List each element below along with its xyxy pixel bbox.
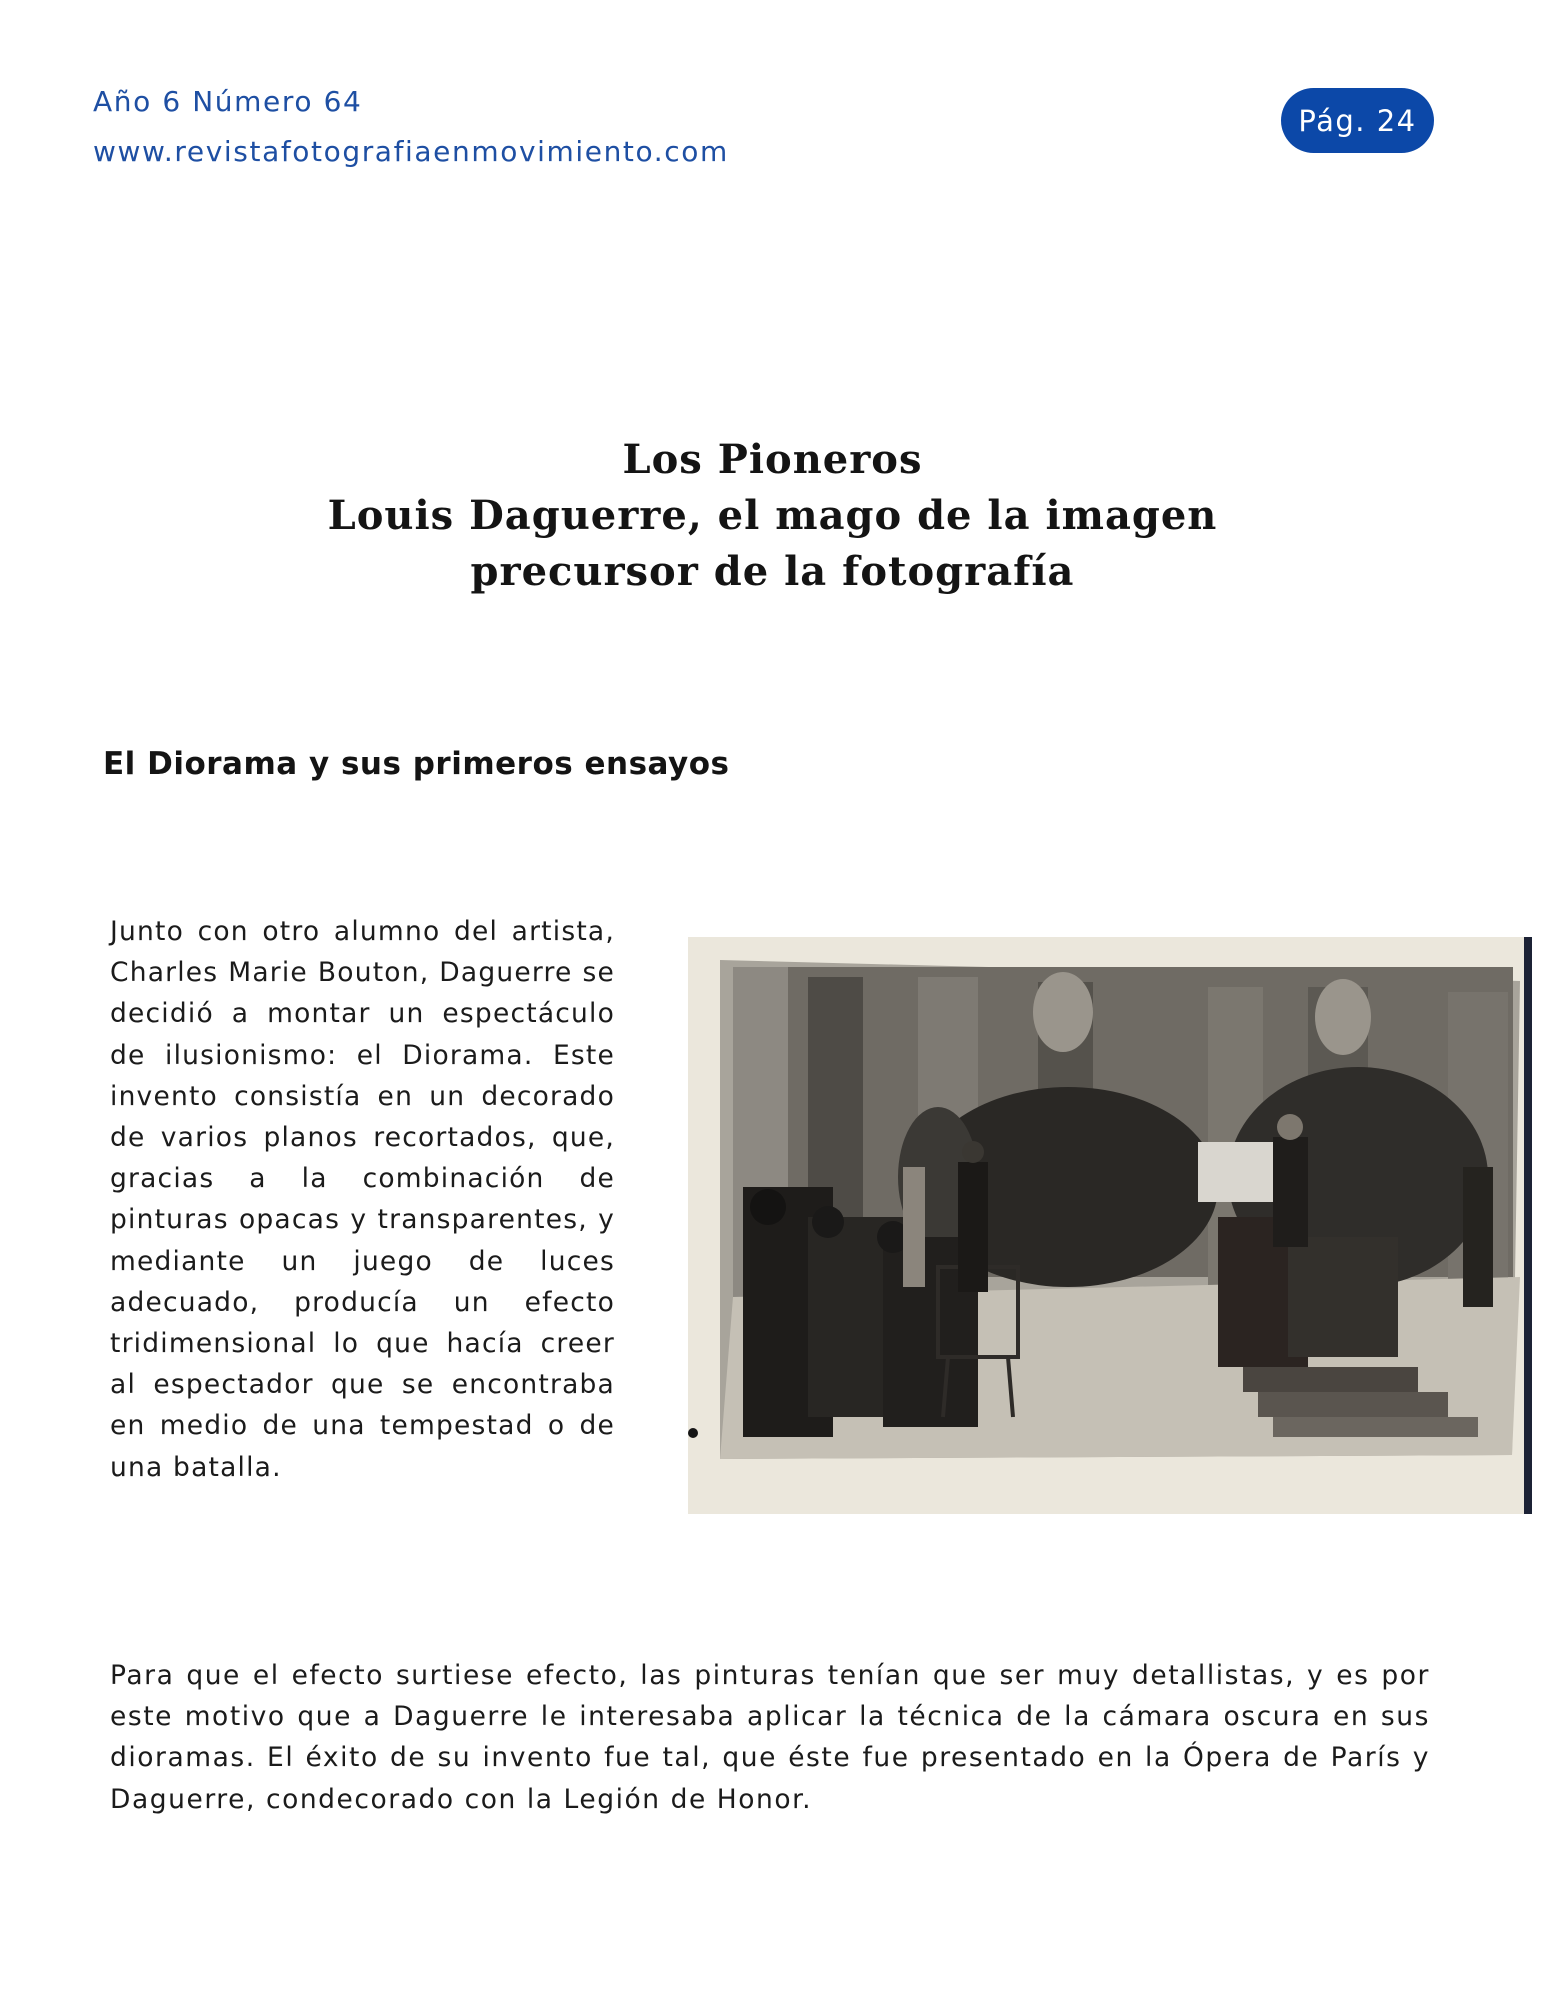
historical-photograph — [688, 937, 1532, 1514]
title-line-1: Los Pioneros — [622, 436, 923, 483]
body-paragraph-2: Para que el efecto surtiese efecto, las pinturas tenían que ser muy detallistas, y es por este motivo que a Daguerre le interesaba aplicar la técnica de la cámara oscura en sus dioramas. El éxito de su invento fue tal, que éste fue presentado en la Ópera de París y Daguerre, condecorado con la Legión de Honor. — [110, 1660, 1430, 1815]
title-line-2: Louis Daguerre, el mago de la imagen — [327, 492, 1218, 539]
article-title — [200, 432, 1345, 600]
body-paragraph-1: Junto con otro alumno del artista, Charles Marie Bouton, Daguerre se decidió a montar un espectáculo de ilusionismo: el Diorama. Este invento consistía en un decorado de varios planos recortados, que, gracias a la combinación de pinturas opacas y transparentes, y mediante un juego de luces adecuado, producía un efecto tridimensional lo que hacía creer al espectador que se encontraba en medio de una tempestad o de una batalla. — [110, 916, 615, 1483]
website-url: www.revistafotografiaenmovimiento.com — [93, 135, 729, 168]
section-heading: El Diorama y sus primeros ensayos — [103, 746, 730, 782]
page-number-badge: Pág. 24 — [1281, 88, 1434, 153]
title-line-3: precursor de la fotografía — [470, 548, 1075, 595]
issue-number: Año 6 Número 64 — [93, 85, 363, 118]
